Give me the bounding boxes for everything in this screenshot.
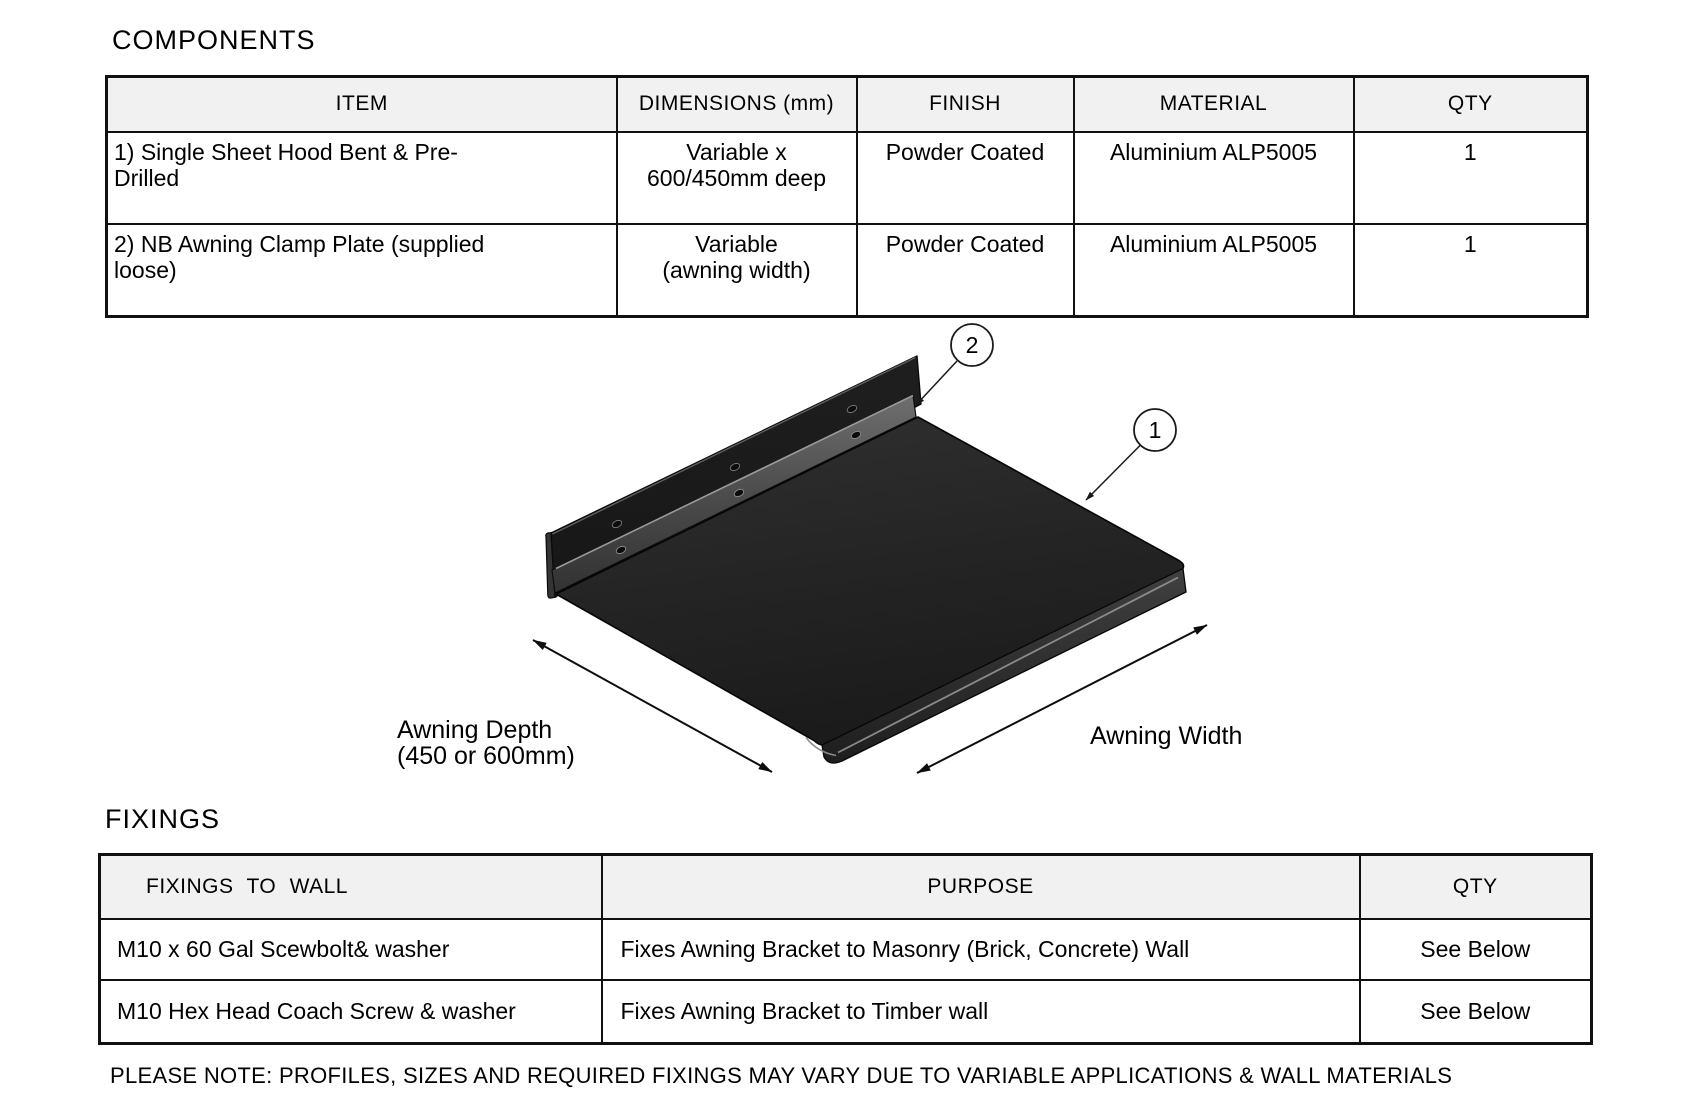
fixing-cell: M10 x 60 Gal Scewbolt& washer xyxy=(100,919,602,980)
components-header-row xyxy=(107,77,1588,132)
qty-cell: 1 xyxy=(1354,224,1588,317)
dim-line: (awning width) xyxy=(662,256,811,283)
awning-depth-value: (450 or 600mm) xyxy=(397,742,575,770)
purpose-cell: Fixes Awning Bracket to Timber wall xyxy=(602,980,1360,1044)
fix-qty-cell: See Below xyxy=(1360,919,1592,980)
col-header-fixings-to-wall: FIXINGS TO WALL xyxy=(100,855,602,919)
fixing-cell: M10 Hex Head Coach Screw & washer xyxy=(100,980,602,1044)
awning-depth-label: Awning Depth xyxy=(397,716,553,744)
components-table xyxy=(105,75,1589,318)
dim-line: Variable xyxy=(695,230,778,257)
item-line: 2) NB Awning Clamp Plate (supplied xyxy=(114,230,485,257)
col-header-qty: QTY xyxy=(1354,77,1588,132)
components-heading: COMPONENTS xyxy=(112,25,316,55)
dimensions-cell xyxy=(617,132,857,224)
callout-2-number: 2 xyxy=(965,332,979,358)
fixings-header-row xyxy=(100,855,1592,919)
item-cell xyxy=(107,132,617,224)
dim-line: 600/450mm deep xyxy=(646,164,826,191)
fixings-table xyxy=(98,853,1593,1045)
fix-qty-cell: See Below xyxy=(1360,980,1592,1044)
awning-width-label: Awning Width xyxy=(1090,722,1243,750)
purpose-cell: Fixes Awning Bracket to Masonry (Brick, Concrete) Wall xyxy=(602,919,1360,980)
col-header-material: MATERIAL xyxy=(1074,77,1354,132)
table-row xyxy=(100,919,1592,980)
table-row xyxy=(100,980,1592,1044)
material-cell: Aluminium ALP5005 xyxy=(1074,224,1354,317)
dim-line: Variable x xyxy=(686,138,787,165)
callout-2-leader xyxy=(916,361,957,405)
material-cell: Aluminium ALP5005 xyxy=(1074,132,1354,224)
footer-note: PLEASE NOTE: PROFILES, SIZES AND REQUIRED FIXINGS MAY VARY DUE TO VARIABLE APPLICATIONS & WALL MATERIALS xyxy=(110,1063,1453,1088)
qty-cell: 1 xyxy=(1354,132,1588,224)
callout-1-number: 1 xyxy=(1148,417,1162,443)
col-header-purpose: PURPOSE xyxy=(602,855,1360,919)
table-row xyxy=(107,132,1588,224)
col-header-fix-qty: QTY xyxy=(1360,855,1592,919)
col-header-item: ITEM xyxy=(107,77,617,132)
item-line: loose) xyxy=(114,256,177,283)
col-header-finish: FINISH xyxy=(857,77,1074,132)
awning-isometric-drawing xyxy=(360,295,1260,800)
fixings-heading: FIXINGS xyxy=(105,804,221,834)
finish-cell: Powder Coated xyxy=(857,224,1074,317)
item-line: Drilled xyxy=(114,164,180,191)
hood-sheet-top xyxy=(556,417,1184,745)
item-line: 1) Single Sheet Hood Bent & Pre- xyxy=(114,138,458,165)
col-header-dimensions: DIMENSIONS (mm) xyxy=(617,77,857,132)
finish-cell: Powder Coated xyxy=(857,132,1074,224)
callout-1-leader xyxy=(1086,446,1140,501)
